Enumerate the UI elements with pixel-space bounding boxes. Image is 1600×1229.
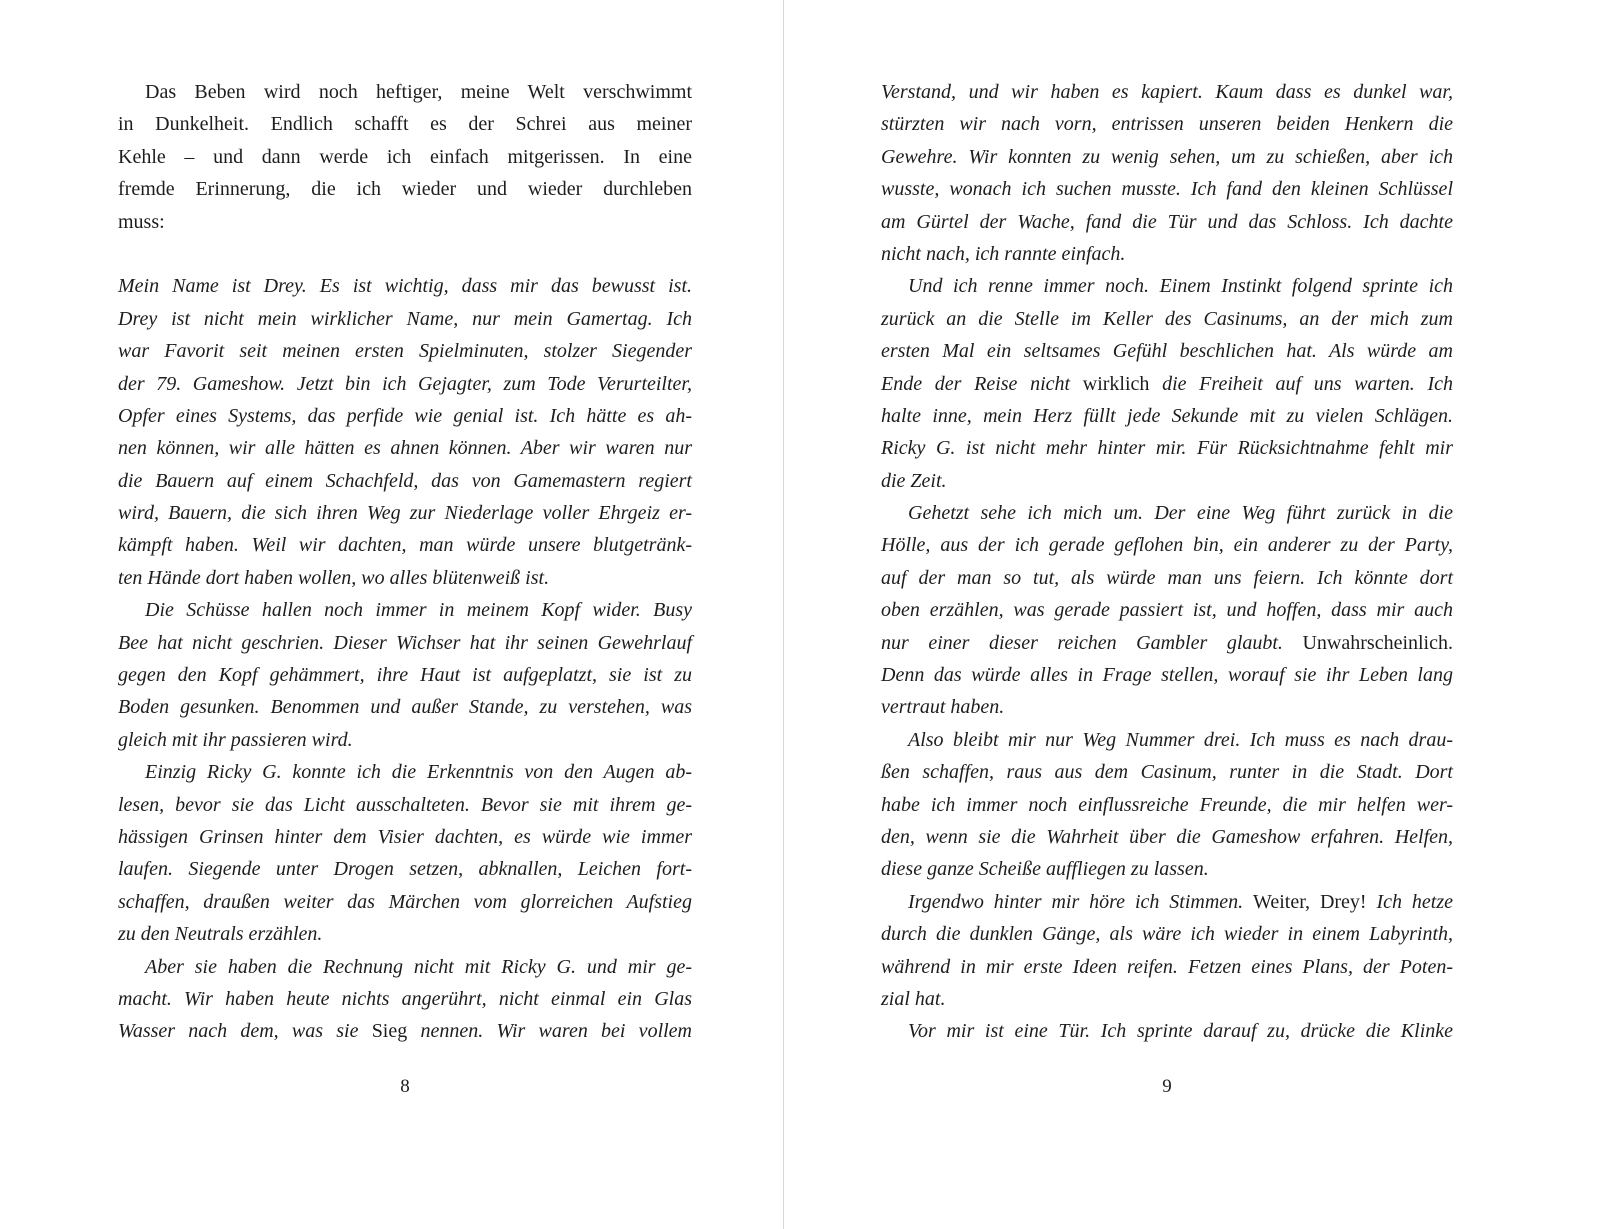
text-line: oben erzählen, was gerade passiert ist, und hoffen, dass mir auch (881, 599, 1453, 622)
paragraph (881, 270, 1453, 497)
text-line: auf der man so tut, als würde man uns feiern. Ich könnte dort (881, 566, 1453, 589)
text-line: war Favorit seit meinen ersten Spielminuten, stolzer Siegender (118, 340, 692, 363)
text-line: halte inne, mein Herz füllt jede Sekunde mit zu vielen Schlägen. (881, 404, 1453, 427)
text-line: Und ich renne immer noch. Einem Instinkt folgend sprinte ich (908, 275, 1453, 298)
text-line: durch die dunklen Gänge, als wäre ich wieder in einem Labyrinth, (881, 923, 1453, 946)
page-number-right: 9 (1162, 1076, 1172, 1097)
paragraph (118, 756, 692, 950)
text-line: hässigen Grinsen hinter dem Visier dachten, es würde wie immer (118, 825, 692, 848)
paragraph (881, 724, 1453, 886)
paragraph (118, 951, 692, 1048)
text-line: Hölle, aus der ich gerade geflohen bin, ein anderer zu der Party, (881, 534, 1453, 557)
paragraph (881, 886, 1453, 1016)
text-line: fremde Erinnerung, die ich wieder und wieder durchleben (118, 178, 692, 201)
text-line: Wasser nach dem, was sie Sieg nennen. Wir waren bei vollem (118, 1020, 692, 1043)
text-line: Irgendwo hinter mir höre ich Stimmen. Weiter, Drey! Ich hetze (908, 890, 1454, 913)
paragraph (118, 270, 692, 594)
page-text-left (118, 76, 692, 1048)
text-line: der 79. Gameshow. Jetzt bin ich Gejagter, zum Tode Verurteilter, (118, 372, 692, 395)
text-line: ersten Mal ein seltsames Gefühl beschlichen hat. Als würde am (881, 340, 1453, 363)
text-line: nicht nach, ich rannte einfach. (881, 242, 1126, 265)
text-line: Das Beben wird noch heftiger, meine Welt verschwimmt (145, 81, 692, 103)
text-line: Opfer eines Systems, das perfide wie genial ist. Ich hätte es ah- (118, 404, 692, 427)
text-line: nur einer dieser reichen Gambler glaubt. Unwahrscheinlich. (881, 631, 1453, 654)
text-line: wird, Bauern, die sich ihren Weg zur Niederlage voller Ehrgeiz er- (118, 502, 692, 525)
text-line: lesen, bevor sie das Licht ausschalteten. Bevor sie mit ihrem ge- (118, 793, 692, 816)
text-line: Drey ist nicht mein wirklicher Name, nur mein Gamertag. Ich (118, 307, 692, 330)
text-line: die Zeit. (881, 469, 947, 492)
text-line: laufen. Siegende unter Drogen setzen, abknallen, Leichen fort- (118, 858, 692, 881)
text-line: während in mir erste Ideen reifen. Fetzen eines Plans, der Poten- (881, 955, 1453, 978)
text-line: wusste, wonach ich suchen musste. Ich fand den kleinen Schlüssel (881, 178, 1453, 201)
text-line: Aber sie haben die Rechnung nicht mit Ricky G. und mir ge- (145, 955, 692, 978)
text-line: vertraut haben. (881, 696, 1005, 719)
page-text-right (881, 76, 1453, 1048)
paragraph (881, 76, 1453, 270)
text-line: stürzten wir nach vorn, entrissen unseren beiden Henkern die (881, 113, 1453, 136)
text-line: schaffen, draußen weiter das Märchen vom glorreichen Aufstieg (118, 890, 692, 913)
text-line: zial hat. (881, 987, 946, 1010)
paragraph (118, 76, 692, 238)
text-line: Einzig Ricky G. konnte ich die Erkenntnis von den Augen ab- (145, 761, 692, 784)
paragraph (881, 497, 1453, 724)
paragraph (118, 594, 692, 756)
text-line: den, wenn sie die Wahrheit über die Gameshow erfahren. Helfen, (881, 825, 1453, 848)
emphasis-upright-text: Weiter, Drey! (1253, 890, 1367, 913)
text-line: Vor mir ist eine Tür. Ich sprinte darauf zu, drücke die Klinke (908, 1020, 1453, 1043)
book-page-left (0, 0, 783, 1229)
paragraph (881, 1015, 1453, 1047)
text-line: Denn das würde alles in Frage stellen, worauf sie ihr Leben lang (881, 664, 1453, 687)
text-line: Verstand, und wir haben es kapiert. Kaum dass es dunkel war, (881, 81, 1453, 103)
text-line: zurück an die Stelle im Keller des Casinums, an der mich zum (881, 307, 1453, 330)
text-line: Kehle – und dann werde ich einfach mitgerissen. In eine (118, 145, 692, 168)
text-line: Also bleibt mir nur Weg Nummer drei. Ich muss es nach drau- (908, 728, 1453, 751)
text-line: Gehetzt sehe ich mich um. Der eine Weg führt zurück in die (908, 502, 1453, 525)
text-line: zu den Neutrals erzählen. (118, 923, 323, 946)
text-line: Bee hat nicht geschrien. Dieser Wichser hat ihr seinen Gewehrlauf (118, 631, 692, 654)
text-line: die Bauern auf einem Schachfeld, das von Gamemastern regiert (118, 469, 692, 492)
text-line: kämpft haben. Weil wir dachten, man würde unsere blutgetränk- (118, 534, 692, 557)
text-line: gleich mit ihr passieren wird. (118, 728, 353, 751)
text-line: macht. Wir haben heute nichts angerührt, nicht einmal ein Glas (118, 987, 692, 1010)
text-line: habe ich immer noch einflussreiche Freunde, die mir helfen wer- (881, 793, 1453, 816)
page-number-left: 8 (400, 1076, 410, 1097)
emphasis-upright-text: Sieg (371, 1020, 408, 1043)
text-line: gegen den Kopf gehämmert, ihre Haut ist aufgeplatzt, sie ist zu (118, 664, 692, 687)
text-line: muss: (118, 210, 165, 233)
text-line: in Dunkelheit. Endlich schafft es der Schrei aus meiner (118, 113, 692, 136)
text-line: diese ganze Scheiße auffliegen zu lassen. (881, 858, 1209, 881)
text-line: Boden gesunken. Benommen und außer Stande, zu verstehen, was (118, 696, 692, 719)
text-line: Ricky G. ist nicht mehr hinter mir. Für Rücksichtnahme fehlt mir (881, 437, 1453, 460)
text-line: ßen schaffen, raus aus dem Casinum, runter in die Stadt. Dort (881, 761, 1453, 784)
text-line: Die Schüsse hallen noch immer in meinem Kopf wider. Busy (145, 599, 692, 622)
emphasis-upright-text: wirklich (1082, 372, 1150, 395)
text-line: ten Hände dort haben wollen, wo alles blütenweiß ist. (118, 566, 550, 589)
emphasis-upright-text: Unwahrscheinlich. (1302, 631, 1453, 654)
text-line: Ende der Reise nicht wirklich die Freiheit auf uns warten. Ich (881, 372, 1453, 395)
book-page-right (784, 0, 1600, 1229)
text-line: am Gürtel der Wache, fand die Tür und das Schloss. Ich dachte (881, 210, 1453, 233)
text-line: Mein Name ist Drey. Es ist wichtig, dass mir das bewusst ist. (118, 275, 692, 298)
text-line: nen können, wir alle hätten es ahnen können. Aber wir waren nur (118, 437, 692, 460)
text-line: Gewehre. Wir konnten zu wenig sehen, um zu schießen, aber ich (881, 145, 1453, 168)
